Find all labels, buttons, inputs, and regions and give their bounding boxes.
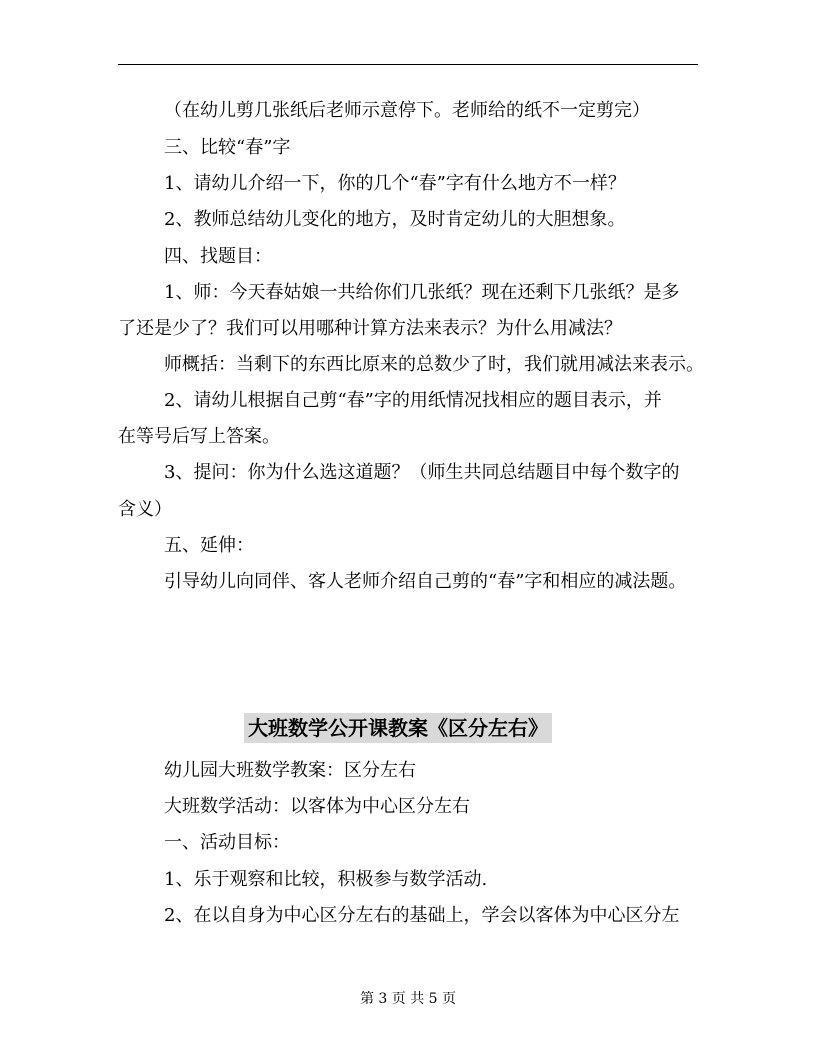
list-item-continued: 了还是少了？我们可以用哪种计算方法来表示？为什么用减法？: [118, 318, 622, 339]
lesson-title: 大班数学公开课教案《区分左右》: [248, 716, 548, 740]
subtitle: 幼儿园大班数学教案：区分左右: [164, 760, 416, 781]
paragraph-extension: 引导幼儿向同伴、客人老师介绍自己剪的“春”字和相应的减法题。: [164, 571, 687, 592]
list-item: 2、在以自身为中心区分左右的基础上，学会以客体为中心区分左: [164, 905, 680, 926]
page-number: 第 3 页 共 5 页: [359, 991, 457, 1007]
list-item-continued: 在等号后写上答案。: [118, 426, 280, 447]
list-item: 2、请幼儿根据自己剪“春”字的用纸情况找相应的题目表示，并: [164, 390, 662, 411]
heading-extension: 五、延伸：: [164, 535, 254, 556]
header-rule: [118, 64, 698, 65]
list-item-continued: 含义）: [118, 499, 172, 520]
paragraph-summary: 师概括：当剩下的东西比原来的总数少了时，我们就用减法来表示。: [164, 354, 704, 375]
heading-goals: 一、活动目标：: [164, 832, 290, 853]
lesson-title-box: [244, 713, 552, 743]
subtitle: 大班数学活动：以客体为中心区分左右: [164, 796, 470, 817]
paragraph-note: （在幼儿剪几张纸后老师示意停下。老师给的纸不一定剪完）: [164, 100, 650, 121]
list-item: 1、师：今天春姑娘一共给你们几张纸？现在还剩下几张纸？是多: [164, 282, 680, 303]
list-item: 1、乐于观察和比较，积极参与数学活动.: [164, 869, 488, 890]
list-item: 1、请幼儿介绍一下，你的几个“春”字有什么地方不一样？: [164, 173, 626, 194]
list-item: 3、提问：你为什么选这道题？（师生共同总结题目中每个数字的: [164, 462, 680, 483]
heading-find-problem: 四、找题目：: [164, 246, 272, 267]
list-item: 2、教师总结幼儿变化的地方，及时肯定幼儿的大胆想象。: [164, 209, 626, 230]
heading-compare: 三、比较“春”字: [164, 137, 291, 158]
